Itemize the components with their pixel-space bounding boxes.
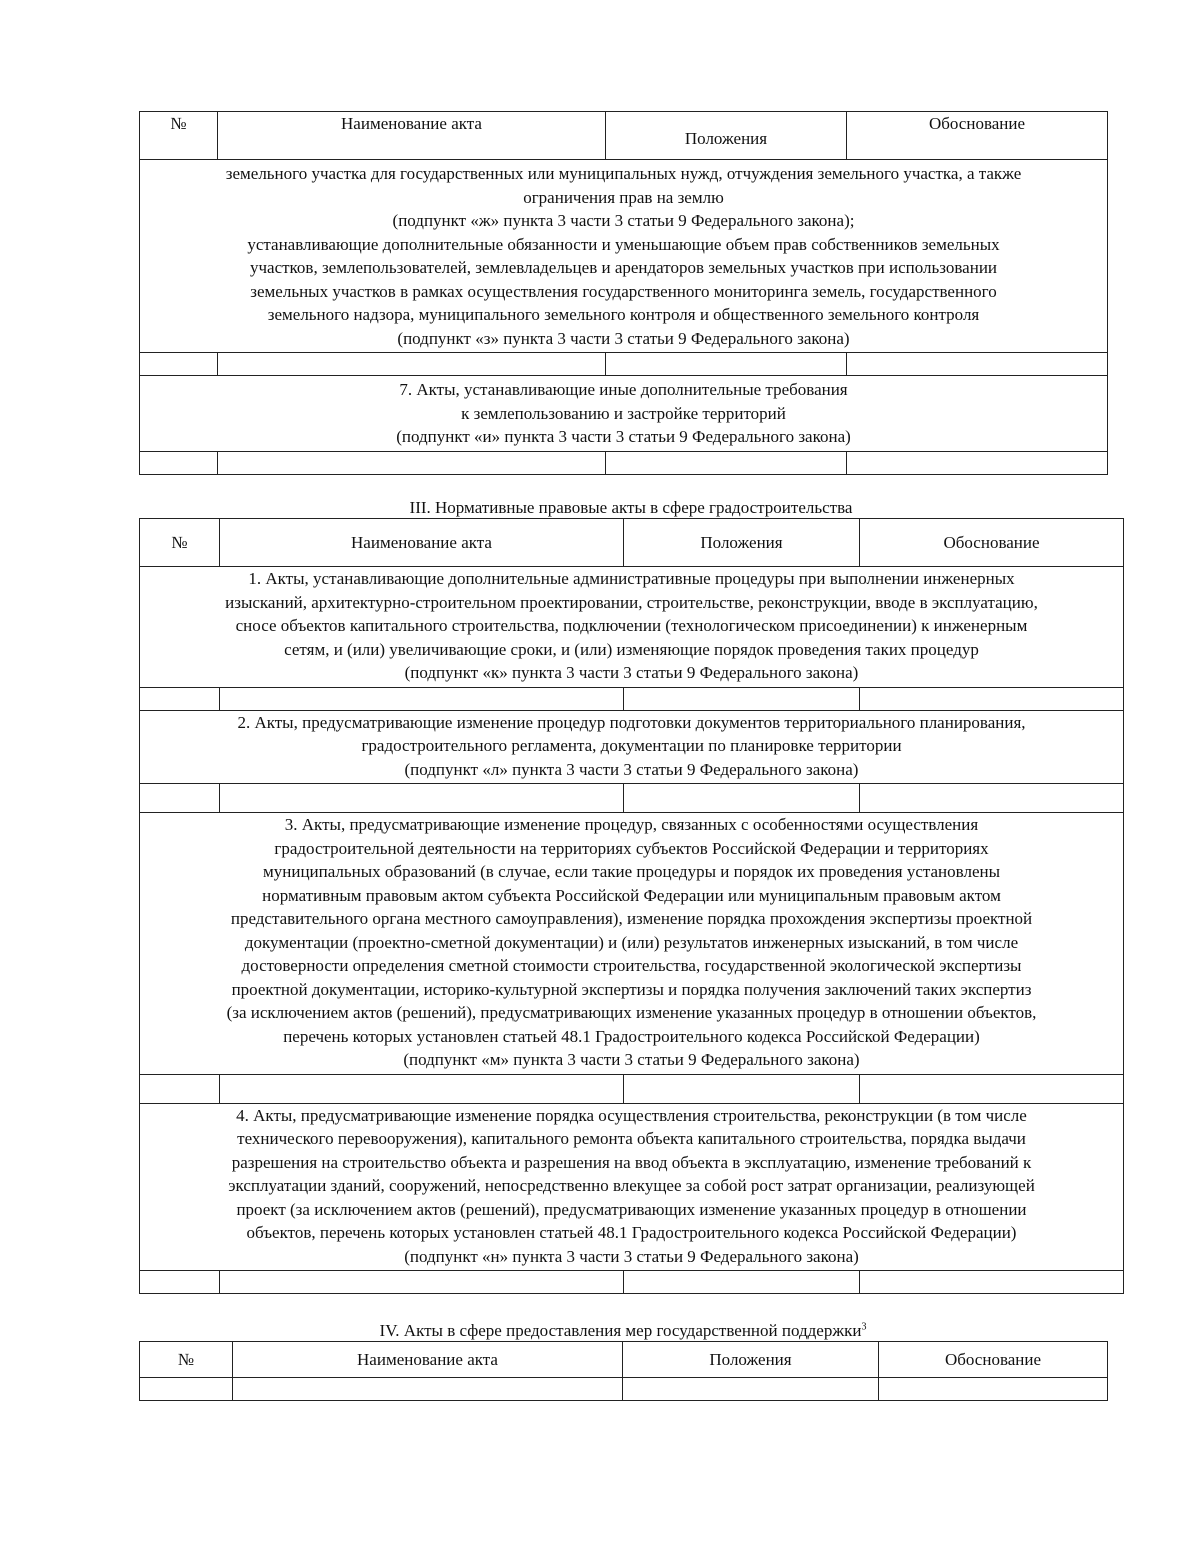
header-provisions: Положения — [624, 519, 860, 567]
text-line: ограничения прав на землю — [523, 187, 724, 207]
section-block-row — [140, 710, 1124, 784]
state-support-acts-table — [139, 1341, 1108, 1401]
text-line: сносе объектов капитального строительства, подключении (технологическом присоединении) к инженерным — [235, 616, 1028, 635]
empty-entry-row — [140, 1378, 1108, 1401]
text-line: (подпункт «з» пункта 3 части 3 статьи 9 Федерального закона) — [397, 328, 850, 348]
text-line: (подпункт «к» пункта 3 части 3 статьи 9 Федерального закона) — [404, 663, 859, 682]
section-block-row — [140, 813, 1124, 1075]
text-line: разрешения на строительство объекта и разрешения на ввод объекта в эксплуатацию, изменение требований к — [231, 1152, 1032, 1172]
empty-cell[interactable] — [220, 784, 624, 813]
urban-planning-acts-table — [139, 518, 1124, 1294]
table-header-row — [140, 112, 1108, 160]
empty-cell[interactable] — [140, 784, 220, 813]
text-line: земельного участка для государственных или муниципальных нужд, отчуждения земельного участка, а также — [225, 164, 1022, 183]
text-line: (подпункт «м» пункта 3 части 3 статьи 9 Федерального закона) — [403, 1050, 860, 1069]
empty-entry-row — [140, 784, 1124, 813]
header-act-name: Наименование акта — [220, 519, 624, 567]
empty-cell[interactable] — [624, 784, 860, 813]
text-line: градостроительной деятельности на территориях субъектов Российской Федерации и территориях — [274, 838, 989, 858]
empty-cell[interactable] — [624, 687, 860, 710]
empty-cell[interactable] — [220, 687, 624, 710]
text-line: сетям, и (или) увеличивающие сроки, и (или) изменяющие порядок проведения таких процедур — [284, 639, 979, 659]
empty-cell[interactable] — [606, 451, 847, 474]
header-act-name: Наименование акта — [218, 112, 606, 160]
section-block-text — [140, 376, 1108, 452]
empty-cell[interactable] — [860, 1074, 1124, 1103]
empty-cell[interactable] — [860, 687, 1124, 710]
section-block-row — [140, 376, 1108, 452]
text-line: к землепользованию и застройке территорий — [461, 403, 786, 423]
land-acts-table — [139, 111, 1108, 475]
text-line: (подпункт «ж» пункта 3 части 3 статьи 9 Федерального закона); — [392, 211, 855, 230]
text-line: достоверности определения сметной стоимости строительства, государственной экологической экспертизы — [241, 956, 1022, 975]
empty-cell[interactable] — [218, 451, 606, 474]
empty-cell[interactable] — [847, 353, 1108, 376]
header-act-name: Наименование акта — [233, 1342, 623, 1378]
text-line: проектной документации, историко-культурной экспертизы и порядка получения заключений таких экспертиз — [231, 979, 1032, 999]
empty-cell[interactable] — [847, 451, 1108, 474]
table-header-row — [140, 1342, 1108, 1378]
header-justification: Обоснование — [879, 1342, 1108, 1378]
empty-cell[interactable] — [624, 1074, 860, 1103]
text-line: представительного органа местного самоуправления), изменение порядка прохождения экспертизы проектной — [230, 909, 1033, 928]
text-line: земельных участков в рамках осуществления государственного мониторинга земель, государственного — [250, 281, 997, 301]
table-header-row — [140, 519, 1124, 567]
text-line: документации (проектно-сметной документации) и (или) результатов инженерных изысканий, в том числе — [244, 932, 1019, 952]
section-block-text — [140, 813, 1124, 1075]
empty-entry-row — [140, 1271, 1124, 1294]
empty-cell[interactable] — [218, 353, 606, 376]
empty-cell[interactable] — [860, 1271, 1124, 1294]
empty-cell[interactable] — [606, 353, 847, 376]
empty-cell[interactable] — [140, 353, 218, 376]
text-line: эксплуатации зданий, сооружений, непосредственно влекущее за собой рост затрат организации, реализующей — [228, 1176, 1035, 1195]
empty-cell[interactable] — [140, 1271, 220, 1294]
empty-entry-row — [140, 353, 1108, 376]
header-number: № — [140, 1342, 233, 1378]
text-line: 4. Акты, предусматривающие изменение порядка осуществления строительства, реконструкции (в том числе — [236, 1105, 1027, 1125]
section-block-text — [140, 710, 1124, 784]
header-provisions: Положения — [606, 112, 847, 160]
text-line: объектов, перечень которых установлен статьей 48.1 Градостроительного кодекса Российской Федерации) — [246, 1223, 1017, 1242]
empty-entry-row — [140, 687, 1124, 710]
section-block-text — [140, 567, 1124, 688]
section-block-text — [140, 1103, 1124, 1271]
section-block-row — [140, 1103, 1124, 1271]
section-3-title: III. Нормативные правовые акты в сфере градостроительства — [409, 498, 853, 517]
empty-cell[interactable] — [220, 1271, 624, 1294]
empty-cell[interactable] — [140, 451, 218, 474]
text-line: муниципальных образований (в случае, если такие процедуры и порядок их проведения установлены — [262, 862, 1001, 881]
text-line: нормативным правовым актом субъекта Российской Федерации или муниципальным правовым актом — [262, 885, 1001, 905]
footnote-marker: 3 — [861, 1321, 867, 1333]
header-justification: Обоснование — [860, 519, 1124, 567]
header-provisions: Положения — [623, 1342, 879, 1378]
text-line: изысканий, архитектурно-строительном проектировании, строительстве, реконструкции, вводе в эксплуатацию, — [225, 592, 1038, 612]
header-justification: Обоснование — [847, 112, 1108, 160]
empty-entry-row — [140, 451, 1108, 474]
empty-cell[interactable] — [233, 1378, 623, 1401]
empty-cell[interactable] — [860, 784, 1124, 813]
text-line: земельного надзора, муниципального земельного контроля и общественного земельного контроля — [267, 305, 980, 324]
empty-cell[interactable] — [879, 1378, 1108, 1401]
text-line: перечень которых установлен статьей 48.1 Градостроительного кодекса Российской Федерации) — [283, 1026, 980, 1046]
text-line: 3. Акты, предусматривающие изменение процедур, связанных с особенностями осуществления — [284, 815, 979, 834]
text-line: проект (за исключением актов (решений), предусматривающих изменение указанных процедур в отношении — [236, 1199, 1027, 1219]
empty-cell[interactable] — [140, 1074, 220, 1103]
text-line: (подпункт «н» пункта 3 части 3 статьи 9 Федерального закона) — [404, 1246, 859, 1266]
text-line: участков, землепользователей, землевладельцев и арендаторов земельных участков при использовании — [249, 258, 998, 277]
section-block-text — [140, 160, 1108, 353]
empty-cell[interactable] — [140, 687, 220, 710]
empty-cell[interactable] — [624, 1271, 860, 1294]
text-line: (подпункт «л» пункта 3 части 3 статьи 9 Федерального закона) — [404, 759, 859, 779]
text-line: 1. Акты, устанавливающие дополнительные административные процедуры при выполнении инженерных — [248, 569, 1015, 588]
text-line: технического перевооружения), капитального ремонта объекта капитального строительства, порядка выдачи — [237, 1129, 1026, 1148]
header-number: № — [140, 112, 218, 160]
header-number: № — [140, 519, 220, 567]
section-4-title-text: IV. Акты в сфере предоставления мер государственной поддержки — [379, 1321, 862, 1340]
section-block-row — [140, 567, 1124, 688]
text-line: (за исключением актов (решений), предусматривающих изменение указанных процедур в отношении объектов, — [226, 1003, 1037, 1022]
empty-cell[interactable] — [140, 1378, 233, 1401]
text-line: устанавливающие дополнительные обязанности и уменьшающие объем прав собственников земельных — [247, 234, 1000, 254]
section-4-title — [139, 1320, 1107, 1342]
empty-cell[interactable] — [623, 1378, 879, 1401]
text-line: градостроительного регламента, документации по планировке территории — [361, 736, 902, 755]
section-block-row — [140, 160, 1108, 353]
empty-cell[interactable] — [220, 1074, 624, 1103]
text-line: 7. Акты, устанавливающие иные дополнительные требования — [399, 380, 848, 399]
text-line: (подпункт «и» пункта 3 части 3 статьи 9 Федерального закона) — [396, 427, 851, 446]
text-line: 2. Акты, предусматривающие изменение процедур подготовки документов территориального планирования, — [237, 712, 1026, 732]
empty-entry-row — [140, 1074, 1124, 1103]
